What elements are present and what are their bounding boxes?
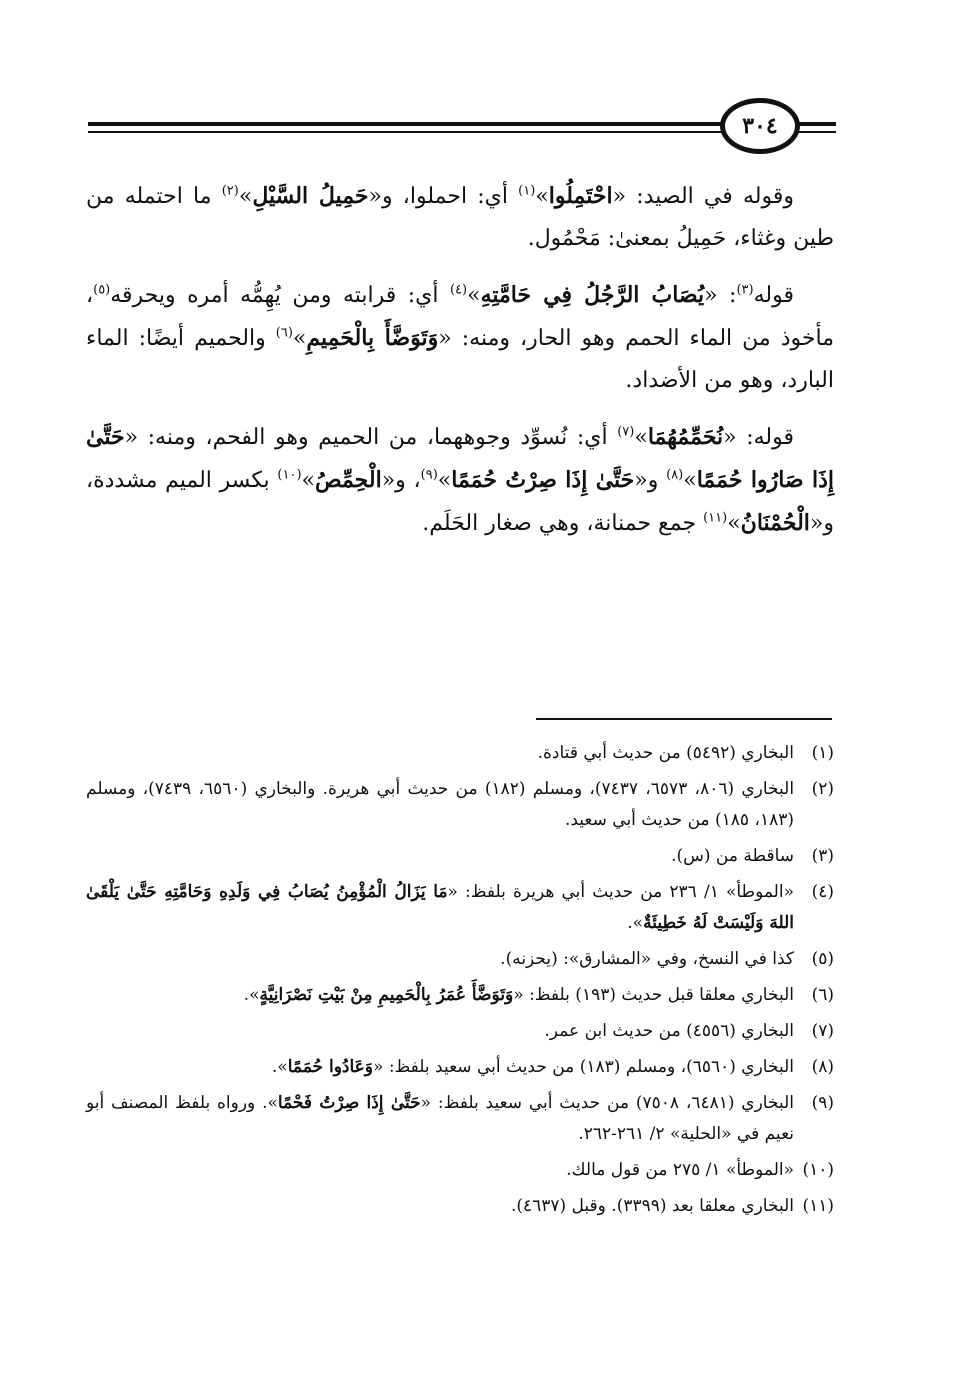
paragraph-2 xyxy=(86,274,834,402)
text-run: » xyxy=(467,283,481,308)
text-run: : « xyxy=(704,283,737,308)
paragraph-1 xyxy=(86,175,834,260)
main-text xyxy=(86,175,834,559)
quoted-word: حَمِيلُ السَّيْلِ xyxy=(252,183,369,209)
text-run: ». ورواه بلفظ المصنف أبو نعيم في «الحلية» ٢/ ٢٦١-٢٦٢. xyxy=(86,1093,794,1144)
text-run: و« xyxy=(634,468,667,493)
footnote-number: (٩) xyxy=(811,1093,834,1113)
footnote-1 xyxy=(86,738,834,769)
quoted-hadith: حَتَّىٰ إِذَا صِرْتُ فَحْمًا xyxy=(277,1093,421,1113)
quoted-word: نُحَمِّمُهُمَا xyxy=(647,424,724,450)
footnote-text xyxy=(86,1088,794,1150)
footnote-8 xyxy=(86,1052,834,1083)
footnote-11 xyxy=(86,1191,834,1222)
text-run: ما احتمله من طين وغثاء، حَمِيلُ بمعنىٰ: مَحْمُول. xyxy=(86,184,834,251)
footnote-number: (١٠) xyxy=(802,1160,834,1180)
footnote-text: البخاري (٤٥٥٦) من حديث ابن عمر. xyxy=(544,1021,794,1041)
footnote-ref: (٩) xyxy=(420,467,438,483)
header-rule-thin xyxy=(88,131,728,133)
footnote-number: (٢) xyxy=(811,779,834,799)
text-run: جمع حمنانة، وهي صغار الحَلَم. xyxy=(422,511,704,536)
footnote-text: البخاري معلقا بعد (٣٣٩٩). وقبل (٤٦٣٧). xyxy=(510,1196,794,1216)
footnote-ref: (٤) xyxy=(449,282,468,298)
page-number: ٣٠٤ xyxy=(720,98,800,154)
footnote-number: (١) xyxy=(811,743,834,763)
header-rule-thick xyxy=(88,122,728,126)
text-run: ». xyxy=(271,1057,288,1077)
header-rule-thin-right xyxy=(796,131,836,133)
text-run: البخاري (٦٥٦٠)، ومسلم (١٨٣) من حديث أبي سعيد بلفظ: « xyxy=(373,1057,794,1077)
footnote-ref: (٣) xyxy=(736,282,754,298)
footnote-5 xyxy=(86,944,834,975)
quoted-word: الْحِمِّصُ xyxy=(315,467,382,493)
text-run: » xyxy=(683,468,697,493)
footnote-10 xyxy=(86,1155,834,1186)
text-run: قوله: « xyxy=(723,425,795,450)
footnote-number: (٣) xyxy=(811,846,834,866)
text-run: » xyxy=(634,425,648,450)
footnote-3 xyxy=(86,841,834,872)
page-header xyxy=(88,98,836,162)
text-run: أي: قرابته ومن يُهِمُّه أمره ويحرقه xyxy=(110,283,450,308)
footnote-text xyxy=(86,1052,794,1083)
footnote-7 xyxy=(86,1016,834,1047)
footnote-ref: (٨) xyxy=(666,467,684,483)
footnote-text xyxy=(86,877,794,939)
text-run: » xyxy=(238,184,253,209)
footnote-ref: (٧) xyxy=(617,424,635,440)
quoted-word: الْحُمْنَانُ xyxy=(740,510,810,536)
text-run: البخاري (٦٤٨١، ٧٥٠٨) من حديث أبي سعيد بلفظ: « xyxy=(420,1093,794,1113)
footnote-9 xyxy=(86,1088,834,1150)
quoted-word: احْتَمِلُوا xyxy=(548,183,613,209)
header-rule-thick-right xyxy=(796,122,836,126)
footnote-ref: (٢) xyxy=(221,183,239,199)
quoted-word: حَتَّىٰ إِذَا صَارُوا حُمَمًا xyxy=(86,424,834,493)
footnote-ref: (٥) xyxy=(93,282,111,298)
text-run: » xyxy=(292,326,307,351)
quoted-word: حَتَّىٰ إِذَا صِرْتُ حُمَمًا xyxy=(451,467,635,493)
footnote-text xyxy=(86,980,794,1011)
text-run: البخاري معلقا قبل حديث (١٩٣) بلفظ: « xyxy=(513,985,794,1005)
text-run: ، مأخوذ من الماء الحمم وهو الحار، ومنه: « xyxy=(86,283,834,351)
footnote-ref: (١) xyxy=(518,183,536,199)
quoted-hadith: مَا يَزَالُ الْمُؤْمِنُ يُصَابُ فِي وَلَدِهِ وَحَامَّتِهِ حَتَّىٰ يَلْقَىٰ اللهَ وَلَيْسَتْ لَهُ خَطِيئَةٌ xyxy=(86,882,794,933)
text-run: قوله xyxy=(753,283,794,308)
quoted-word: وَتَوَضَّأَ بِالْحَمِيمِ xyxy=(306,325,439,351)
footnote-text: «الموطأ» ١/ ٢٧٥ من قول مالك. xyxy=(566,1160,794,1180)
footnote-number: (١١) xyxy=(802,1196,834,1216)
footnote-text: ساقطة من (س). xyxy=(671,846,794,866)
footnote-text: البخاري (٥٤٩٢) من حديث أبي قتادة. xyxy=(537,743,794,763)
footnote-6 xyxy=(86,980,834,1011)
footnote-number: (٦) xyxy=(811,985,834,1005)
text-run: » xyxy=(727,511,741,536)
footnote-2 xyxy=(86,774,834,836)
footnote-number: (٨) xyxy=(811,1057,834,1077)
footnote-number: (٧) xyxy=(811,1021,834,1041)
footnotes xyxy=(86,738,834,1227)
text-run: ، و« xyxy=(381,468,421,493)
footnote-text: كذا في النسخ، وفي «المشارق»: (يحزنه). xyxy=(500,949,794,969)
footnote-number: (٤) xyxy=(811,882,834,902)
footnote-4 xyxy=(86,877,834,939)
text-run: والحميم أيضًا: الماء البارد، وهو من الأضداد. xyxy=(86,326,834,393)
text-run: ». xyxy=(243,985,260,1005)
footnote-ref: (١٠) xyxy=(277,467,302,483)
paragraph-3 xyxy=(86,416,834,545)
quoted-hadith: وَتَوَضَّأَ عُمَرُ بِالْحَمِيمِ مِنْ بَيْتِ نَصْرَانِيَّةٍ xyxy=(259,985,514,1005)
text-run: أي: نُسوِّد وجوههما، من الحميم وهو الفحم، ومنه: « xyxy=(124,425,618,450)
footnote-number: (٥) xyxy=(811,949,834,969)
text-run: » xyxy=(301,468,316,493)
text-run: بكسر الميم مشددة، و« xyxy=(86,468,834,536)
text-run: ». xyxy=(627,913,644,933)
quoted-hadith: وَعَادُوا حُمَمًا xyxy=(287,1057,374,1077)
footnote-ref: (٦) xyxy=(275,325,293,341)
text-run: وقوله في الصيد: « xyxy=(612,184,794,209)
footnote-ref: (١١) xyxy=(703,510,728,526)
quoted-word: يُصَابُ الرَّجُلُ فِي حَامَّتِهِ xyxy=(480,282,705,308)
text-run: «الموطأ» ١/ ٢٣٦ من حديث أبي هريرة بلفظ: « xyxy=(447,882,794,902)
text-run: » xyxy=(535,184,549,209)
text-run: أي: احملوا، و« xyxy=(368,184,519,209)
footnote-separator xyxy=(536,718,832,720)
text-run: » xyxy=(437,468,452,493)
footnote-text: البخاري (٨٠٦، ٦٥٧٣، ٧٤٣٧)، ومسلم (١٨٢) من حديث أبي هريرة. والبخاري (٦٥٦٠، ٧٤٣٩)، ومسلم (١٨٣، ١٨٥) من حديث أبي سعيد. xyxy=(86,779,795,830)
